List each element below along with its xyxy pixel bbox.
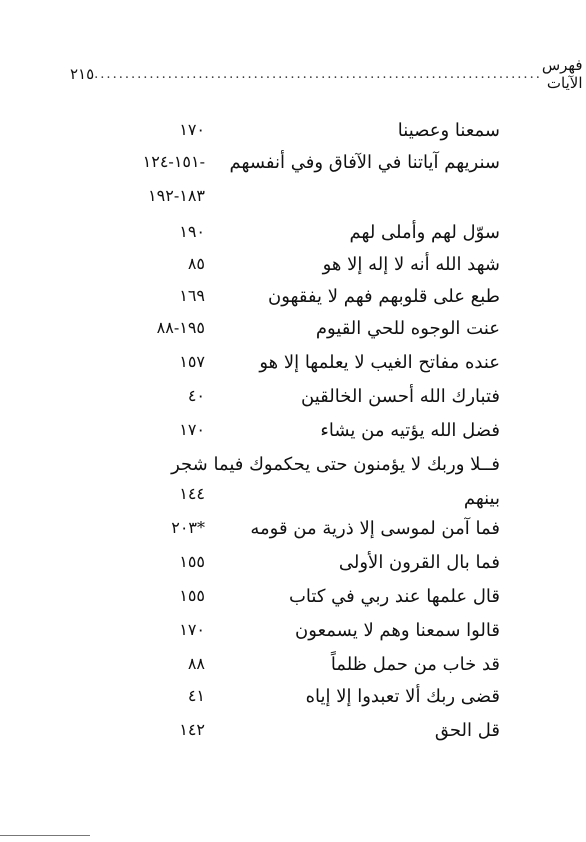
verse-text: طبع على قلوبهم فهم لا يفقهون (268, 286, 500, 307)
verse-text: عنت الوجوه للحي القيوم (315, 318, 500, 339)
verse-text: فما آمن لموسى إلا ذرية من قومه (250, 518, 500, 539)
verse-text-continuation: بينهم (463, 488, 500, 509)
page-refs: ٤١ (187, 686, 205, 705)
verse-text: قل الحق (434, 720, 500, 741)
verse-text: عنده مفاتح الغيب لا يعلمها إلا هو (259, 352, 500, 373)
verse-text: فما بال القرون الأولى (338, 552, 500, 573)
verse-text: قال علمها عند ربي في كتاب (288, 586, 500, 607)
page-refs: ٤٠ (187, 386, 205, 405)
page-refs: ١٧٠ (179, 620, 205, 639)
page-refs: ١٥٥ (179, 586, 205, 605)
page-refs: ١٥٧ (179, 352, 205, 371)
page-refs: ١٧٠ (179, 420, 205, 439)
verse-text: فضل الله يؤتيه من يشاء (320, 420, 500, 441)
running-header (70, 56, 583, 92)
page-refs: ٨٨ (187, 654, 205, 673)
page-refs: ١٤٤ (179, 484, 205, 503)
page-refs: ١٧٠ (179, 120, 205, 139)
verse-text: سنريهم آياتنا في الآفاق وفي أنفسهم (229, 152, 500, 173)
page-refs: -١٥١-١٢٤ (142, 152, 205, 171)
verse-text: فــلا وربك لا يؤمنون حتى يحكموك فيما شجر (171, 454, 500, 475)
verse-text: قد خاب من حمل ظلماً (330, 654, 500, 675)
page-refs: ١٩٥-٨٨ (156, 318, 205, 337)
verse-text: قضى ربك ألا تعبدوا إلا إياه (305, 686, 500, 707)
header-title: فهرس الآيات (541, 56, 583, 92)
page-refs: ٨٥ (187, 254, 205, 273)
verse-text: فتبارك الله أحسن الخالقين (301, 386, 500, 407)
page-refs: ١٦٩ (179, 286, 205, 305)
verse-text: سوّل لهم وأملى لهم (349, 222, 500, 243)
page-refs: ١٩٠ (179, 222, 205, 241)
page-edge-rule (0, 835, 90, 836)
page-number: ٢١٥ (70, 65, 95, 83)
page-refs: ١٨٣-١٩٢ (148, 186, 205, 205)
verse-text: سمعنا وعصينا (397, 120, 500, 141)
verse-text: شهد الله أنه لا إله إلا هو (322, 254, 500, 275)
verse-text: قالوا سمعنا وهم لا يسمعون (295, 620, 500, 641)
page-refs: ١٥٥ (179, 552, 205, 571)
leader-dots: ......................................................................... (94, 66, 542, 82)
page-refs: ١٤٢ (179, 720, 205, 739)
page-refs: *٢٠٣ (171, 518, 205, 537)
